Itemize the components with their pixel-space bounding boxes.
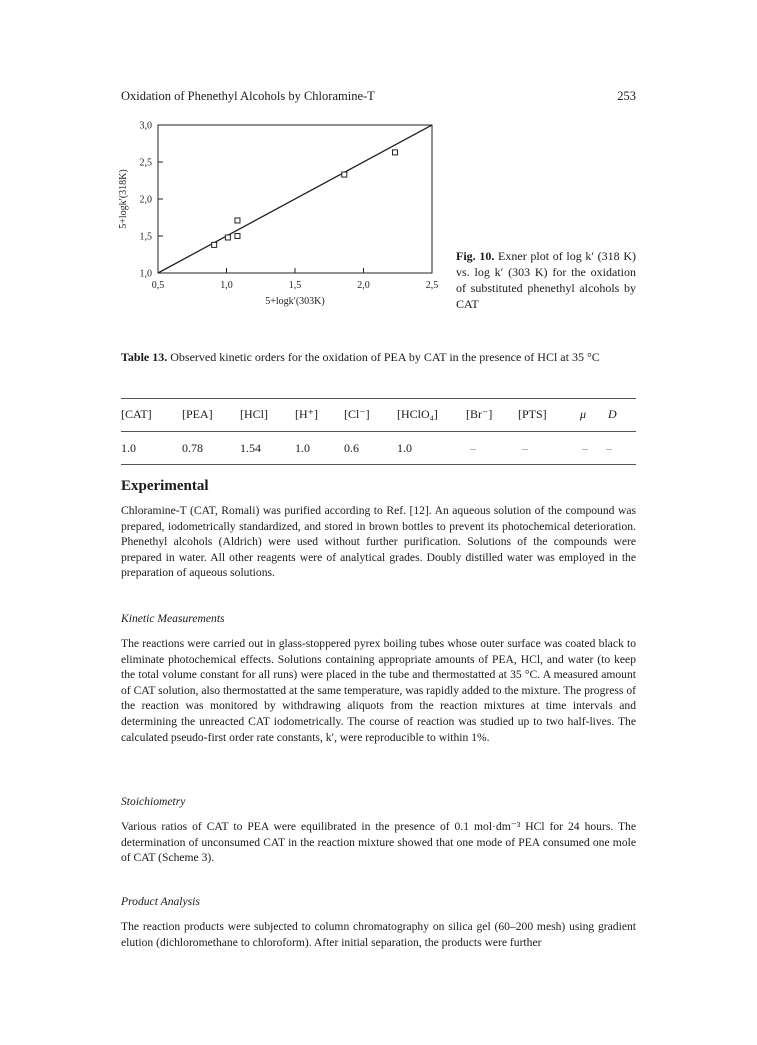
exner-plot — [112, 115, 452, 320]
x-tick-label: 0,5 — [151, 280, 165, 291]
table-cell: 0.78 — [182, 441, 203, 455]
data-point — [212, 242, 217, 247]
table-cell: 1.0 — [295, 441, 310, 455]
data-point — [342, 172, 347, 177]
table-header-cell: [Cl⁻] — [344, 407, 370, 421]
x-tick-label: 2,5 — [425, 280, 439, 291]
table-header-cell: μ — [580, 407, 587, 421]
x-tick-label: 1,0 — [220, 280, 233, 291]
table-header-cell: [HCl] — [240, 407, 268, 421]
table-cell: – — [606, 441, 612, 455]
subsection-paragraph: Various ratios of CAT to PEA were equilibrated in the presence of 0.1 mol·dm⁻³ HCl for 24 hours. The determination of unconsumed CAT in the reaction mixture showed that one mode of PEA consumed one mole of CAT (Scheme 3). — [121, 820, 636, 865]
table-header-cell: [Br⁻] — [466, 407, 493, 421]
section-heading: Experimental — [121, 478, 209, 494]
x-tick-label: 2,0 — [357, 280, 370, 291]
table-cell: 1.0 — [121, 441, 136, 455]
table-header-cell: [HClO₄] — [397, 407, 438, 421]
table-bottom-rule — [121, 464, 636, 465]
subsection-paragraph: The reactions were carried out in glass-stoppered pyrex boiling tubes whose outer surface was coated black to eliminate photochemical effects. Solutions containing appropriate amounts of PEA, HCl, and water (to keep the total volume constant for all runs) were placed in the tube and thermostatted at 35 °C. A measured amount of CAT solution, also thermostatted at the same temperature, was rapidly added to the mixture. The progress of the reaction was monitored by withdrawing aliquots from the reaction mixtures at time intervals and determining the unreacted CAT iodometrically. The course of reaction was studied up to two half-lives. The calculated pseudo-first order rate constants, k′, were reproducible to within 1%. — [121, 637, 636, 744]
table-caption-text: Observed kinetic orders for the oxidation of PEA by CAT in the presence of HCl at 35 °C — [170, 350, 600, 364]
figure-caption — [456, 248, 636, 312]
y-tick-label: 2,5 — [139, 157, 152, 169]
data-point — [225, 235, 230, 240]
table-header-rule — [121, 431, 636, 432]
running-head — [121, 89, 636, 104]
table-top-rule — [121, 398, 636, 399]
data-point — [393, 150, 398, 155]
table-cell: – — [470, 441, 476, 455]
table-header-cell: [H⁺] — [295, 407, 318, 421]
y-tick-label: 3,0 — [139, 120, 152, 132]
subsection-title: Product Analysis — [121, 895, 200, 908]
subsection-title: Kinetic Measurements — [121, 612, 225, 625]
table-header-cell: [PTS] — [518, 407, 547, 421]
x-axis-label: 5+logk′(303K) — [265, 296, 325, 307]
figure-caption-text: Exner plot of log k′ (318 K) vs. log k′ (303 K) for the oxidation of substituted phenethyl alcohols by CAT — [456, 249, 637, 311]
fit-line — [158, 125, 432, 273]
data-point — [235, 218, 240, 223]
table-cell: 1.0 — [397, 441, 412, 455]
subsection-title: Stoichiometry — [121, 795, 186, 808]
table-caption-label: Table 13. — [121, 350, 168, 364]
data-point — [235, 234, 240, 239]
table-header-cell: D — [608, 407, 617, 421]
subsection-paragraph: The reaction products were subjected to column chromatography on silica gel (60–200 mesh) using gradient elution (dichloromethane to chloroform). After initial separation, the products were further — [121, 920, 636, 949]
page-number: 253 — [617, 89, 636, 103]
table-header-cell: [CAT] — [121, 407, 152, 421]
running-head-title: Oxidation of Phenethyl Alcohols by Chloramine-T — [121, 89, 375, 103]
intro-paragraph: Chloramine-T (CAT, Romali) was purified according to Ref. [12]. An aqueous solution of the compound was prepared, iodometrically standardized, and stored in brown bottles to prevent its photochemical deterioration. Phenethyl alcohols (Aldrich) were used without further purification. Solutions of the compounds were prepared in water. All other reagents were of analytical grades. Doubly distilled water was employed in the preparation of aqueous solutions. — [121, 504, 636, 580]
y-tick-label: 2,0 — [139, 194, 152, 206]
y-axis-label: 5+logk′(318K) — [118, 169, 129, 229]
table-cell: 1.54 — [240, 441, 261, 455]
table-caption — [121, 350, 641, 365]
table-cell: 0.6 — [344, 441, 359, 455]
figure-caption-label: Fig. 10. — [456, 249, 495, 263]
table-cell: – — [522, 441, 528, 455]
y-tick-label: 1,5 — [139, 231, 152, 243]
table-header-cell: [PEA] — [182, 407, 213, 421]
table-cell: – — [582, 441, 588, 455]
x-tick-label: 1,5 — [288, 280, 302, 291]
y-tick-label: 1,0 — [139, 268, 152, 280]
